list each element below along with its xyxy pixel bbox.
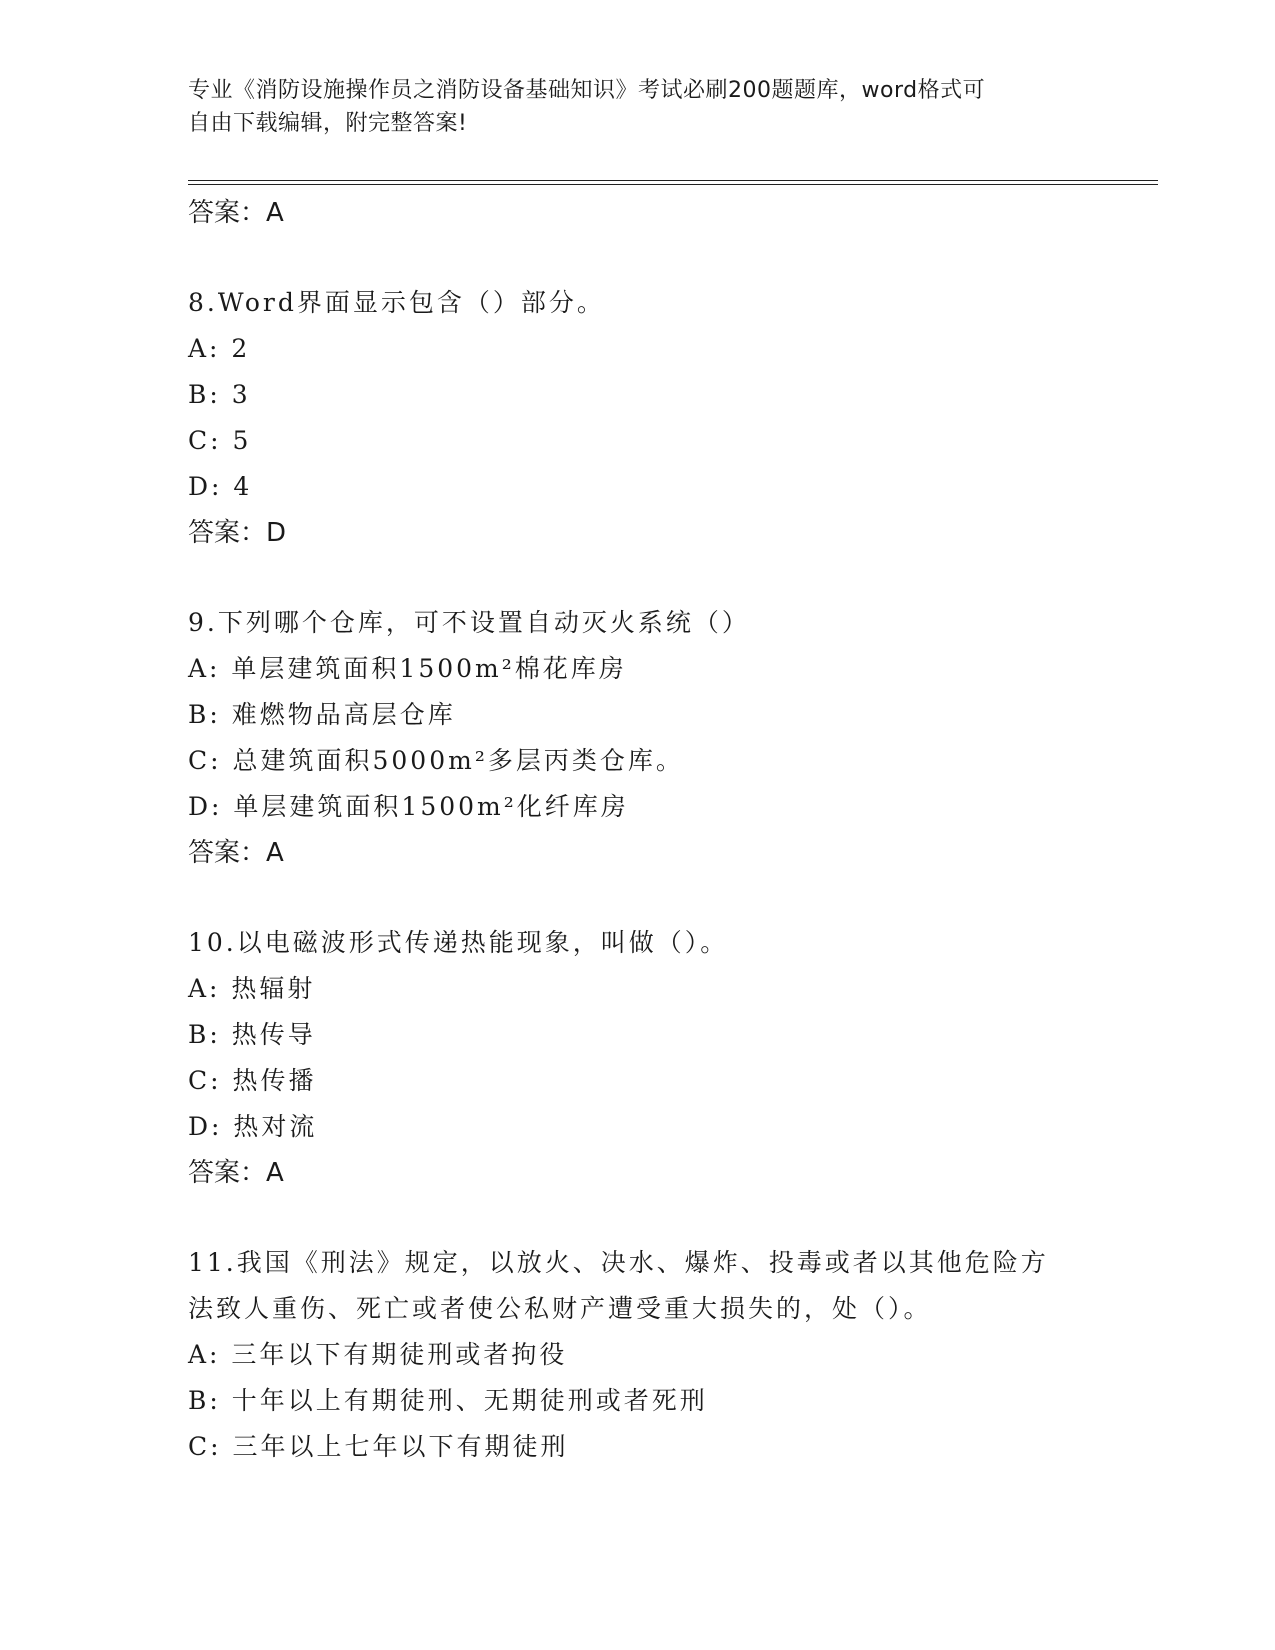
option-a: A: 2 <box>188 334 251 363</box>
question-text-line-1: 11.我国《刑法》规定，以放火、决水、爆炸、投毒或者以其他危险方 <box>188 1248 1049 1277</box>
option-d: D: 4 <box>188 472 253 501</box>
option-b: B: 十年以上有期徒刑、无期徒刑或者死刑 <box>188 1386 708 1415</box>
option-d: D: 单层建筑面积1500m²化纤库房 <box>188 792 629 821</box>
question-text-line-2: 法致人重伤、死亡或者使公私财产遭受重大损失的，处（）。 <box>188 1294 932 1323</box>
option-c: C: 总建筑面积5000m²多层丙类仓库。 <box>188 746 684 775</box>
option-c: C: 热传播 <box>188 1066 317 1095</box>
question-text: 8.Word界面显示包含（）部分。 <box>188 288 605 317</box>
option-c: C: 三年以上七年以下有期徒刑 <box>188 1432 569 1461</box>
answer-line: 答案：D <box>188 518 287 548</box>
option-b: B: 难燃物品高层仓库 <box>188 700 456 729</box>
option-b: B: 热传导 <box>188 1020 316 1049</box>
header-line-2: 自由下载编辑，附完整答案! <box>188 111 468 136</box>
question-block-11 <box>188 1240 1088 1470</box>
option-b: B: 3 <box>188 380 251 409</box>
answer-line: 答案：A <box>188 1158 284 1188</box>
option-a: A: 热辐射 <box>188 974 316 1003</box>
answer-line: 答案：A <box>188 838 284 868</box>
option-a: A: 三年以下有期徒刑或者拘役 <box>188 1340 568 1369</box>
header-divider-thick <box>188 180 1158 181</box>
question-block-9 <box>188 600 1088 876</box>
header-divider-thin <box>188 184 1158 185</box>
question-text: 10.以电磁波形式传递热能现象，叫做（）。 <box>188 928 729 957</box>
option-a: A: 单层建筑面积1500m²棉花库房 <box>188 654 627 683</box>
question-text: 9.下列哪个仓库，可不设置自动灭火系统（） <box>188 608 750 637</box>
answer-line: 答案：A <box>188 198 284 228</box>
option-c: C: 5 <box>188 426 252 455</box>
document-body <box>188 190 1088 1470</box>
question-block-10 <box>188 920 1088 1196</box>
option-d: D: 热对流 <box>188 1112 318 1141</box>
question-block-8 <box>188 280 1088 556</box>
header-line-1: 专业《消防设施操作员之消防设备基础知识》考试必刷200题题库，word格式可 <box>188 78 986 103</box>
document-header <box>188 74 1088 140</box>
